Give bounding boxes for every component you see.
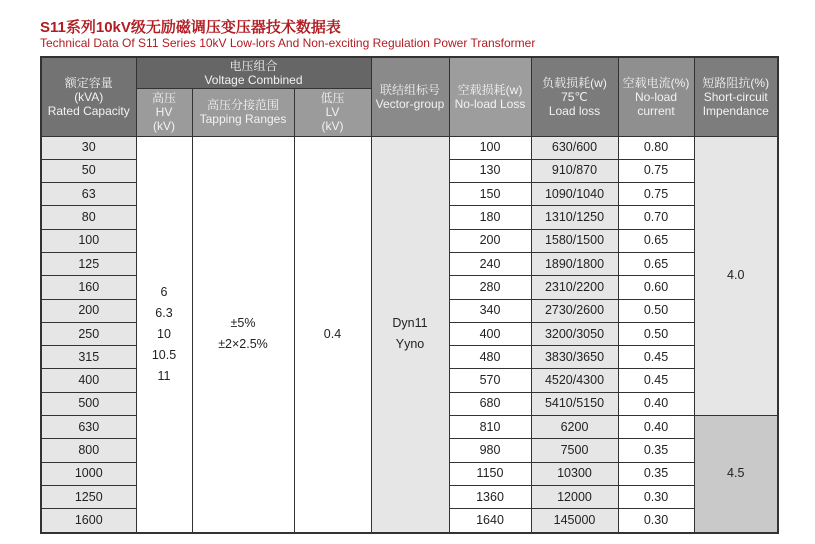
cell-no-load-loss: 480 <box>449 346 531 369</box>
header-vector-group <box>371 57 449 136</box>
cell-no-load-current: 0.75 <box>618 159 694 182</box>
header-line: No-load Loss <box>454 96 526 111</box>
header-line: 高压 <box>151 91 176 105</box>
cell-no-load-loss: 1150 <box>449 462 531 485</box>
cell-no-load-current: 0.40 <box>618 416 694 439</box>
header-hv <box>136 88 192 136</box>
cell-no-load-current: 0.65 <box>618 229 694 252</box>
cell-capacity: 630 <box>41 416 136 439</box>
cell-capacity: 100 <box>41 229 136 252</box>
cell-load-loss: 6200 <box>531 416 618 439</box>
transformer-data-table <box>40 56 779 534</box>
cell-no-load-loss: 980 <box>449 439 531 462</box>
cell-capacity: 160 <box>41 276 136 299</box>
header-line: 空载电流(%) <box>622 75 690 90</box>
cell-line: 11 <box>157 368 171 383</box>
title-cn: S11系列10kV级无励磁调压变压器技术数据表 <box>40 19 341 36</box>
cell-capacity: 63 <box>41 183 136 206</box>
header-line: Voltage Combined <box>204 72 303 87</box>
cell-no-load-current: 0.65 <box>618 252 694 275</box>
header-line: Vector-group <box>375 96 445 111</box>
header-lv <box>294 88 371 136</box>
cell-line: ±2×2.5% <box>218 337 268 352</box>
cell-load-loss: 4520/4300 <box>531 369 618 392</box>
cell-no-load-current: 0.80 <box>618 136 694 159</box>
header-line: current <box>637 103 675 118</box>
cell-no-load-loss: 1640 <box>449 509 531 533</box>
header-line: 空载损耗(w) <box>457 82 523 97</box>
cell-load-loss: 630/600 <box>531 136 618 159</box>
header-no-load-loss <box>449 57 531 136</box>
header-load-loss <box>531 57 618 136</box>
cell-capacity: 400 <box>41 369 136 392</box>
header-line: 高压分接范围 <box>206 98 279 112</box>
header-line: 75℃ <box>561 89 588 104</box>
cell-no-load-loss: 680 <box>449 392 531 415</box>
cell-line: Dyn11 <box>392 316 428 331</box>
cell-load-loss: 12000 <box>531 485 618 508</box>
cell-capacity: 250 <box>41 322 136 345</box>
cell-line: 10 <box>157 326 171 341</box>
cell-no-load-loss: 1360 <box>449 485 531 508</box>
cell-line: 6 <box>160 284 168 299</box>
header-no-load-current <box>618 57 694 136</box>
cell-no-load-loss: 810 <box>449 416 531 439</box>
cell-no-load-loss: 240 <box>449 252 531 275</box>
cell-capacity: 315 <box>41 346 136 369</box>
header-line: 低压 <box>320 91 345 105</box>
cell-capacity: 50 <box>41 159 136 182</box>
header-line: 负载损耗(w) <box>542 75 607 90</box>
cell-no-load-loss: 130 <box>449 159 531 182</box>
header-line: (kVA) <box>74 89 104 104</box>
cell-no-load-current: 0.35 <box>618 439 694 462</box>
cell-capacity: 1000 <box>41 462 136 485</box>
cell-load-loss: 145000 <box>531 509 618 533</box>
cell-load-loss: 7500 <box>531 439 618 462</box>
cell-line: ±5% <box>230 316 256 331</box>
cell-line: 6.3 <box>155 305 173 320</box>
cell-load-loss: 3830/3650 <box>531 346 618 369</box>
header-rated-capacity <box>41 57 136 136</box>
cell-tapping <box>192 136 294 533</box>
header-voltage-combined <box>136 57 371 88</box>
header-line: 联结组标号 <box>379 82 440 97</box>
cell-no-load-current: 0.35 <box>618 462 694 485</box>
header-line: Rated Capacity <box>47 103 130 118</box>
header-line: Impendance <box>702 103 769 118</box>
header-line: LV <box>325 105 340 119</box>
cell-line: Yyno <box>395 337 425 352</box>
cell-no-load-loss: 280 <box>449 276 531 299</box>
header-line: 电压组合 <box>229 58 278 73</box>
cell-no-load-current: 0.45 <box>618 369 694 392</box>
cell-load-loss: 5410/5150 <box>531 392 618 415</box>
cell-no-load-current: 0.60 <box>618 276 694 299</box>
cell-capacity: 125 <box>41 252 136 275</box>
header-line: (kV) <box>321 119 344 133</box>
cell-capacity: 80 <box>41 206 136 229</box>
cell-hv <box>136 136 192 533</box>
cell-no-load-loss: 400 <box>449 322 531 345</box>
cell-impedance: 4.0 <box>694 136 778 416</box>
cell-capacity: 200 <box>41 299 136 322</box>
cell-load-loss: 2310/2200 <box>531 276 618 299</box>
cell-no-load-loss: 100 <box>449 136 531 159</box>
cell-no-load-loss: 570 <box>449 369 531 392</box>
cell-no-load-current: 0.75 <box>618 183 694 206</box>
cell-no-load-loss: 150 <box>449 183 531 206</box>
header-line: No-load <box>634 89 678 104</box>
cell-impedance: 4.5 <box>694 416 778 533</box>
cell-lv: 0.4 <box>294 136 371 533</box>
cell-capacity: 800 <box>41 439 136 462</box>
header-line: Tapping Ranges <box>199 112 287 126</box>
cell-capacity: 500 <box>41 392 136 415</box>
cell-no-load-loss: 340 <box>449 299 531 322</box>
table-row <box>41 136 778 159</box>
cell-no-load-current: 0.70 <box>618 206 694 229</box>
cell-no-load-current: 0.45 <box>618 346 694 369</box>
cell-vector-group <box>371 136 449 533</box>
cell-load-loss: 1890/1800 <box>531 252 618 275</box>
cell-load-loss: 1090/1040 <box>531 183 618 206</box>
cell-load-loss: 3200/3050 <box>531 322 618 345</box>
header-line: 额定容量 <box>64 75 113 90</box>
cell-load-loss: 10300 <box>531 462 618 485</box>
cell-capacity: 1250 <box>41 485 136 508</box>
cell-no-load-current: 0.30 <box>618 509 694 533</box>
header-line: Short-circuit <box>703 89 768 104</box>
cell-load-loss: 1310/1250 <box>531 206 618 229</box>
cell-no-load-loss: 180 <box>449 206 531 229</box>
cell-line: 10.5 <box>151 347 177 362</box>
cell-load-loss: 910/870 <box>531 159 618 182</box>
cell-capacity: 30 <box>41 136 136 159</box>
cell-no-load-current: 0.50 <box>618 299 694 322</box>
header-line: (kV) <box>153 119 175 133</box>
header-line: Load loss <box>548 103 601 118</box>
cell-capacity: 1600 <box>41 509 136 533</box>
cell-no-load-current: 0.40 <box>618 392 694 415</box>
cell-no-load-current: 0.50 <box>618 322 694 345</box>
cell-load-loss: 1580/1500 <box>531 229 618 252</box>
header-tapping-ranges <box>192 88 294 136</box>
cell-no-load-current: 0.30 <box>618 485 694 508</box>
header-line: HV <box>155 105 173 119</box>
cell-load-loss: 2730/2600 <box>531 299 618 322</box>
header-line: 短路阻抗(%) <box>702 75 770 90</box>
header-impedance <box>694 57 778 136</box>
title-en: Technical Data Of S11 Series 10kV Low-lors And Non-exciting Regulation Power Transformer <box>40 36 536 50</box>
cell-no-load-loss: 200 <box>449 229 531 252</box>
